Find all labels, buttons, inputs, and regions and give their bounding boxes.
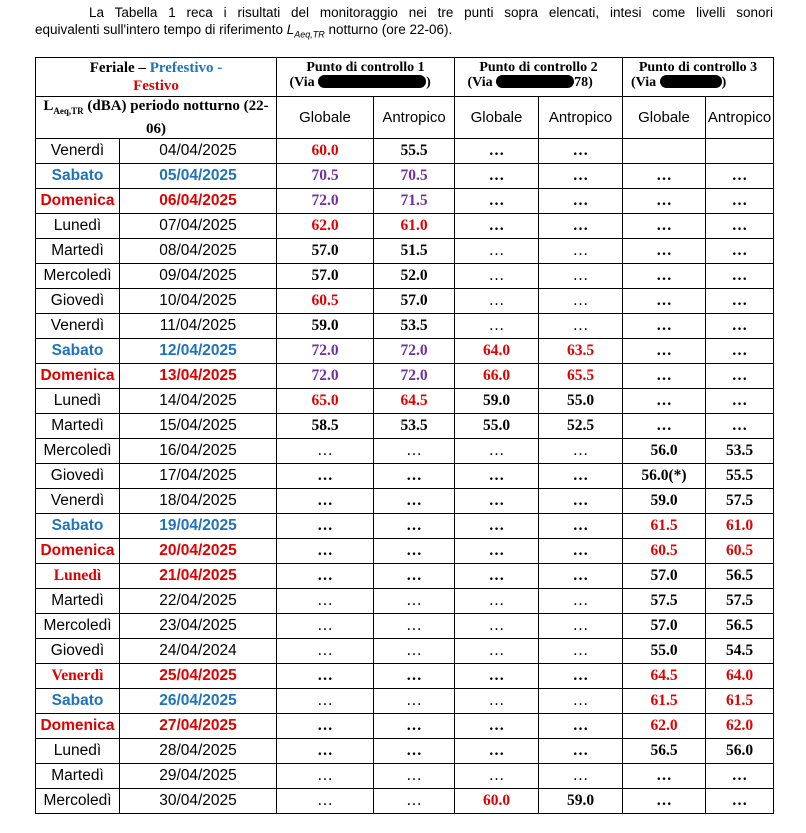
- value-cell: …: [539, 239, 623, 264]
- day-name-cell: Sabato: [36, 514, 120, 539]
- value-cell: 55.0: [539, 389, 623, 414]
- value-cell: …: [455, 714, 539, 739]
- value-cell: …: [623, 389, 706, 414]
- day-name-cell: Domenica: [36, 714, 120, 739]
- value-cell: [706, 139, 774, 164]
- date-cell: 10/04/2025: [120, 289, 277, 314]
- value-cell: …: [539, 164, 623, 189]
- value-cell: …: [623, 214, 706, 239]
- laeq-symbol: [286, 22, 325, 40]
- value-cell: …: [539, 189, 623, 214]
- table-row: [36, 689, 774, 714]
- value-cell: …: [455, 264, 539, 289]
- table-row: [36, 789, 774, 814]
- point-1-via: (Via: [289, 75, 319, 90]
- intro-line-2: [35, 21, 773, 44]
- value-cell: …: [277, 764, 374, 789]
- value-cell: 64.5: [623, 664, 706, 689]
- value-cell: …: [374, 639, 455, 664]
- value-cell: …: [277, 639, 374, 664]
- value-cell: …: [277, 539, 374, 564]
- value-cell: …: [455, 489, 539, 514]
- value-cell: …: [455, 214, 539, 239]
- point-2-title: Punto di controllo 2: [479, 60, 598, 75]
- value-cell: 53.5: [374, 414, 455, 439]
- value-cell: 72.0: [277, 339, 374, 364]
- value-cell: …: [706, 164, 774, 189]
- value-cell: 57.0: [277, 264, 374, 289]
- value-cell: 62.0: [277, 214, 374, 239]
- value-cell: …: [623, 189, 706, 214]
- value-cell: …: [623, 789, 706, 814]
- value-cell: 56.0(*): [623, 464, 706, 489]
- value-cell: …: [455, 239, 539, 264]
- value-cell: …: [455, 664, 539, 689]
- intro-line-1: La Tabella 1 reca i risultati del monitoraggio nei tre punti sopra elencati, intesi come livelli sonori: [89, 5, 773, 20]
- value-cell: …: [374, 689, 455, 714]
- date-cell: 27/04/2025: [120, 714, 277, 739]
- value-cell: …: [706, 414, 774, 439]
- date-cell: 29/04/2025: [120, 764, 277, 789]
- day-name-cell: Martedì: [36, 764, 120, 789]
- value-cell: 62.0: [706, 714, 774, 739]
- value-cell: …: [455, 639, 539, 664]
- point-1-title: Punto di controllo 1: [306, 60, 425, 75]
- day-name-cell: Martedì: [36, 414, 120, 439]
- value-cell: …: [374, 564, 455, 589]
- value-cell: 66.0: [455, 364, 539, 389]
- value-cell: …: [539, 614, 623, 639]
- intro-line-2-end: notturno (ore 22-06).: [324, 22, 453, 37]
- value-cell: …: [374, 739, 455, 764]
- point-1-via-close: ): [426, 75, 431, 90]
- date-cell: 11/04/2025: [120, 314, 277, 339]
- value-cell: …: [455, 139, 539, 164]
- laeq-period-text: (dBA) periodo notturno (22-06): [83, 98, 269, 137]
- value-cell: …: [277, 714, 374, 739]
- date-cell: 05/04/2025: [120, 164, 277, 189]
- table-row: [36, 364, 774, 389]
- value-cell: …: [374, 464, 455, 489]
- value-cell: …: [539, 214, 623, 239]
- point-3-title: Punto di controllo 3: [638, 60, 758, 75]
- table-row: [36, 164, 774, 189]
- day-name-cell: Venerdì: [36, 664, 120, 689]
- table-row: [36, 239, 774, 264]
- col-globale-2: Globale: [455, 97, 539, 139]
- table-row: [36, 314, 774, 339]
- value-cell: 57.0: [277, 239, 374, 264]
- date-cell: 15/04/2025: [120, 414, 277, 439]
- col-antropico-1: Antropico: [374, 97, 455, 139]
- table-row: [36, 564, 774, 589]
- col-antropico-2: Antropico: [539, 97, 623, 139]
- value-cell: 57.5: [623, 589, 706, 614]
- date-cell: 22/04/2025: [120, 589, 277, 614]
- value-cell: …: [706, 264, 774, 289]
- value-cell: …: [706, 214, 774, 239]
- value-cell: 72.0: [277, 364, 374, 389]
- value-cell: …: [706, 314, 774, 339]
- value-cell: …: [706, 289, 774, 314]
- table-row: [36, 139, 774, 164]
- value-cell: …: [455, 764, 539, 789]
- table-row: [36, 489, 774, 514]
- day-name-cell: Mercoledì: [36, 789, 120, 814]
- value-cell: 64.0: [706, 664, 774, 689]
- value-cell: …: [623, 339, 706, 364]
- value-cell: 57.5: [706, 489, 774, 514]
- point-3-via-close: ): [721, 75, 727, 90]
- date-cell: 21/04/2025: [120, 564, 277, 589]
- value-cell: …: [539, 139, 623, 164]
- day-name-cell: Lunedì: [36, 389, 120, 414]
- point-3-via: (Via: [631, 75, 660, 90]
- value-cell: …: [374, 664, 455, 689]
- day-name-cell: Sabato: [36, 339, 120, 364]
- value-cell: 56.0: [623, 439, 706, 464]
- table-row: [36, 614, 774, 639]
- value-cell: …: [374, 614, 455, 639]
- day-name-cell: Martedì: [36, 589, 120, 614]
- value-cell: 60.5: [623, 539, 706, 564]
- date-cell: 09/04/2025: [120, 264, 277, 289]
- table-row: [36, 639, 774, 664]
- table-row: [36, 739, 774, 764]
- point-3-header: [623, 58, 774, 97]
- value-cell: …: [277, 789, 374, 814]
- laeq-period-header: [36, 97, 277, 139]
- value-cell: …: [623, 239, 706, 264]
- value-cell: …: [539, 739, 623, 764]
- day-name-cell: Domenica: [36, 364, 120, 389]
- day-name-cell: Venerdì: [36, 314, 120, 339]
- value-cell: …: [455, 689, 539, 714]
- laeq-letter: L: [43, 98, 54, 114]
- table-row: [36, 189, 774, 214]
- table-row: [36, 264, 774, 289]
- value-cell: 53.5: [374, 314, 455, 339]
- value-cell: …: [374, 439, 455, 464]
- day-name-cell: Sabato: [36, 164, 120, 189]
- value-cell: …: [706, 389, 774, 414]
- value-cell: …: [539, 564, 623, 589]
- value-cell: …: [374, 589, 455, 614]
- value-cell: 55.5: [374, 139, 455, 164]
- value-cell: …: [455, 539, 539, 564]
- value-cell: …: [539, 664, 623, 689]
- value-cell: 56.5: [706, 614, 774, 639]
- table-row: [36, 589, 774, 614]
- day-name-cell: Mercoledì: [36, 439, 120, 464]
- value-cell: …: [706, 364, 774, 389]
- value-cell: …: [623, 314, 706, 339]
- value-cell: 60.0: [277, 139, 374, 164]
- value-cell: 61.5: [623, 514, 706, 539]
- value-cell: 65.0: [277, 389, 374, 414]
- value-cell: 59.0: [539, 789, 623, 814]
- value-cell: 61.5: [706, 689, 774, 714]
- point-2-header: [455, 58, 623, 97]
- value-cell: 72.0: [277, 189, 374, 214]
- table-row: [36, 389, 774, 414]
- table-row: [36, 714, 774, 739]
- date-cell: 19/04/2025: [120, 514, 277, 539]
- date-cell: 08/04/2025: [120, 239, 277, 264]
- date-cell: 26/04/2025: [120, 689, 277, 714]
- point-1-header: [277, 58, 455, 97]
- value-cell: …: [706, 239, 774, 264]
- value-cell: 61.0: [706, 514, 774, 539]
- value-cell: 72.0: [374, 339, 455, 364]
- value-cell: 57.5: [706, 589, 774, 614]
- day-name-cell: Lunedì: [36, 739, 120, 764]
- date-cell: 17/04/2025: [120, 464, 277, 489]
- value-cell: …: [277, 614, 374, 639]
- day-name-cell: Lunedì: [36, 214, 120, 239]
- value-cell: 57.0: [623, 564, 706, 589]
- date-cell: 30/04/2025: [120, 789, 277, 814]
- value-cell: 64.5: [374, 389, 455, 414]
- value-cell: 61.0: [374, 214, 455, 239]
- value-cell: …: [277, 564, 374, 589]
- date-cell: 20/04/2025: [120, 539, 277, 564]
- value-cell: …: [539, 539, 623, 564]
- value-cell: …: [706, 189, 774, 214]
- value-cell: …: [706, 789, 774, 814]
- value-cell: 63.5: [539, 339, 623, 364]
- value-cell: 54.5: [706, 639, 774, 664]
- value-cell: 55.0: [455, 414, 539, 439]
- value-cell: …: [539, 514, 623, 539]
- point-2-via-close: 78): [574, 75, 593, 90]
- value-cell: 53.5: [706, 439, 774, 464]
- day-name-cell: Mercoledì: [36, 264, 120, 289]
- value-cell: 70.5: [277, 164, 374, 189]
- value-cell: …: [455, 614, 539, 639]
- value-cell: …: [623, 164, 706, 189]
- value-cell: …: [706, 339, 774, 364]
- laeq-letter: L: [286, 22, 295, 37]
- laeq-subscript: Aeq,TR: [53, 106, 84, 116]
- value-cell: …: [455, 589, 539, 614]
- date-cell: 13/04/2025: [120, 364, 277, 389]
- value-cell: 64.0: [455, 339, 539, 364]
- table-row: [36, 439, 774, 464]
- legend-festivo: Festivo: [133, 78, 179, 94]
- day-name-cell: Giovedì: [36, 289, 120, 314]
- point-2-via: (Via: [467, 75, 497, 90]
- date-cell: 16/04/2025: [120, 439, 277, 464]
- value-cell: …: [374, 539, 455, 564]
- redaction-mark: [318, 75, 426, 88]
- value-cell: 59.0: [277, 314, 374, 339]
- day-name-cell: Mercoledì: [36, 614, 120, 639]
- value-cell: …: [455, 514, 539, 539]
- value-cell: 55.5: [706, 464, 774, 489]
- table-row: [36, 539, 774, 564]
- monitoring-table: [35, 57, 774, 814]
- value-cell: …: [374, 514, 455, 539]
- value-cell: …: [455, 189, 539, 214]
- value-cell: …: [277, 739, 374, 764]
- value-cell: …: [277, 689, 374, 714]
- value-cell: …: [539, 439, 623, 464]
- day-name-cell: Venerdì: [36, 489, 120, 514]
- legend-prefestivo: Prefestivo -: [149, 60, 223, 76]
- value-cell: 59.0: [455, 389, 539, 414]
- value-cell: 60.5: [277, 289, 374, 314]
- value-cell: …: [539, 289, 623, 314]
- redaction-mark: [496, 75, 574, 88]
- value-cell: …: [277, 489, 374, 514]
- value-cell: …: [539, 264, 623, 289]
- date-cell: 04/04/2025: [120, 139, 277, 164]
- table-row: [36, 514, 774, 539]
- table-row: [36, 414, 774, 439]
- value-cell: …: [455, 164, 539, 189]
- table-row: [36, 764, 774, 789]
- table-body: [36, 139, 774, 814]
- value-cell: …: [455, 564, 539, 589]
- table-row: [36, 464, 774, 489]
- intro-paragraph: [35, 4, 773, 44]
- value-cell: …: [539, 589, 623, 614]
- intro-line-2-text: equivalenti sull'intero tempo di riferimento: [35, 22, 287, 37]
- day-name-cell: Martedì: [36, 239, 120, 264]
- value-cell: 56.5: [623, 739, 706, 764]
- value-cell: …: [539, 464, 623, 489]
- value-cell: 62.0: [623, 714, 706, 739]
- value-cell: …: [539, 489, 623, 514]
- day-name-cell: Giovedì: [36, 464, 120, 489]
- value-cell: 61.5: [623, 689, 706, 714]
- value-cell: …: [623, 264, 706, 289]
- value-cell: 51.5: [374, 239, 455, 264]
- value-cell: …: [374, 789, 455, 814]
- value-cell: …: [277, 514, 374, 539]
- value-cell: 56.0: [706, 739, 774, 764]
- day-name-cell: Venerdì: [36, 139, 120, 164]
- value-cell: 65.5: [539, 364, 623, 389]
- value-cell: …: [455, 439, 539, 464]
- date-cell: 25/04/2025: [120, 664, 277, 689]
- day-name-cell: Domenica: [36, 189, 120, 214]
- value-cell: …: [277, 464, 374, 489]
- day-name-cell: Giovedì: [36, 639, 120, 664]
- redaction-mark: [660, 75, 722, 88]
- value-cell: …: [539, 764, 623, 789]
- date-cell: 06/04/2025: [120, 189, 277, 214]
- value-cell: …: [539, 314, 623, 339]
- value-cell: …: [539, 639, 623, 664]
- col-antropico-3: Antropico: [706, 97, 774, 139]
- date-cell: 07/04/2025: [120, 214, 277, 239]
- table-row: [36, 664, 774, 689]
- value-cell: …: [277, 439, 374, 464]
- date-cell: 12/04/2025: [120, 339, 277, 364]
- col-globale-1: Globale: [277, 97, 374, 139]
- date-cell: 28/04/2025: [120, 739, 277, 764]
- date-cell: 14/04/2025: [120, 389, 277, 414]
- value-cell: 52.5: [539, 414, 623, 439]
- value-cell: …: [706, 764, 774, 789]
- value-cell: …: [277, 589, 374, 614]
- value-cell: …: [623, 764, 706, 789]
- value-cell: 59.0: [623, 489, 706, 514]
- value-cell: …: [539, 714, 623, 739]
- value-cell: 58.5: [277, 414, 374, 439]
- value-cell: 72.0: [374, 364, 455, 389]
- table-row: [36, 214, 774, 239]
- laeq-subscript: Aeq,TR: [294, 29, 325, 40]
- value-cell: …: [623, 414, 706, 439]
- value-cell: 60.5: [706, 539, 774, 564]
- value-cell: …: [374, 764, 455, 789]
- legend-feriale: Feriale –: [89, 60, 146, 76]
- value-cell: 57.0: [623, 614, 706, 639]
- col-globale-3: Globale: [623, 97, 706, 139]
- value-cell: …: [374, 489, 455, 514]
- value-cell: 56.5: [706, 564, 774, 589]
- value-cell: …: [455, 739, 539, 764]
- day-name-cell: Sabato: [36, 689, 120, 714]
- value-cell: …: [374, 714, 455, 739]
- value-cell: 70.5: [374, 164, 455, 189]
- value-cell: 71.5: [374, 189, 455, 214]
- value-cell: …: [623, 289, 706, 314]
- table-row: [36, 289, 774, 314]
- value-cell: 55.0: [623, 639, 706, 664]
- value-cell: …: [623, 364, 706, 389]
- value-cell: …: [455, 464, 539, 489]
- value-cell: …: [539, 689, 623, 714]
- value-cell: [623, 139, 706, 164]
- value-cell: …: [455, 289, 539, 314]
- date-cell: 18/04/2025: [120, 489, 277, 514]
- date-cell: 23/04/2025: [120, 614, 277, 639]
- value-cell: 57.0: [374, 289, 455, 314]
- date-cell: 24/04/2024: [120, 639, 277, 664]
- table-row: [36, 339, 774, 364]
- day-type-legend: [36, 58, 277, 97]
- day-name-cell: Lunedì: [36, 564, 120, 589]
- day-name-cell: Domenica: [36, 539, 120, 564]
- value-cell: 60.0: [455, 789, 539, 814]
- value-cell: …: [277, 664, 374, 689]
- value-cell: 52.0: [374, 264, 455, 289]
- value-cell: …: [455, 314, 539, 339]
